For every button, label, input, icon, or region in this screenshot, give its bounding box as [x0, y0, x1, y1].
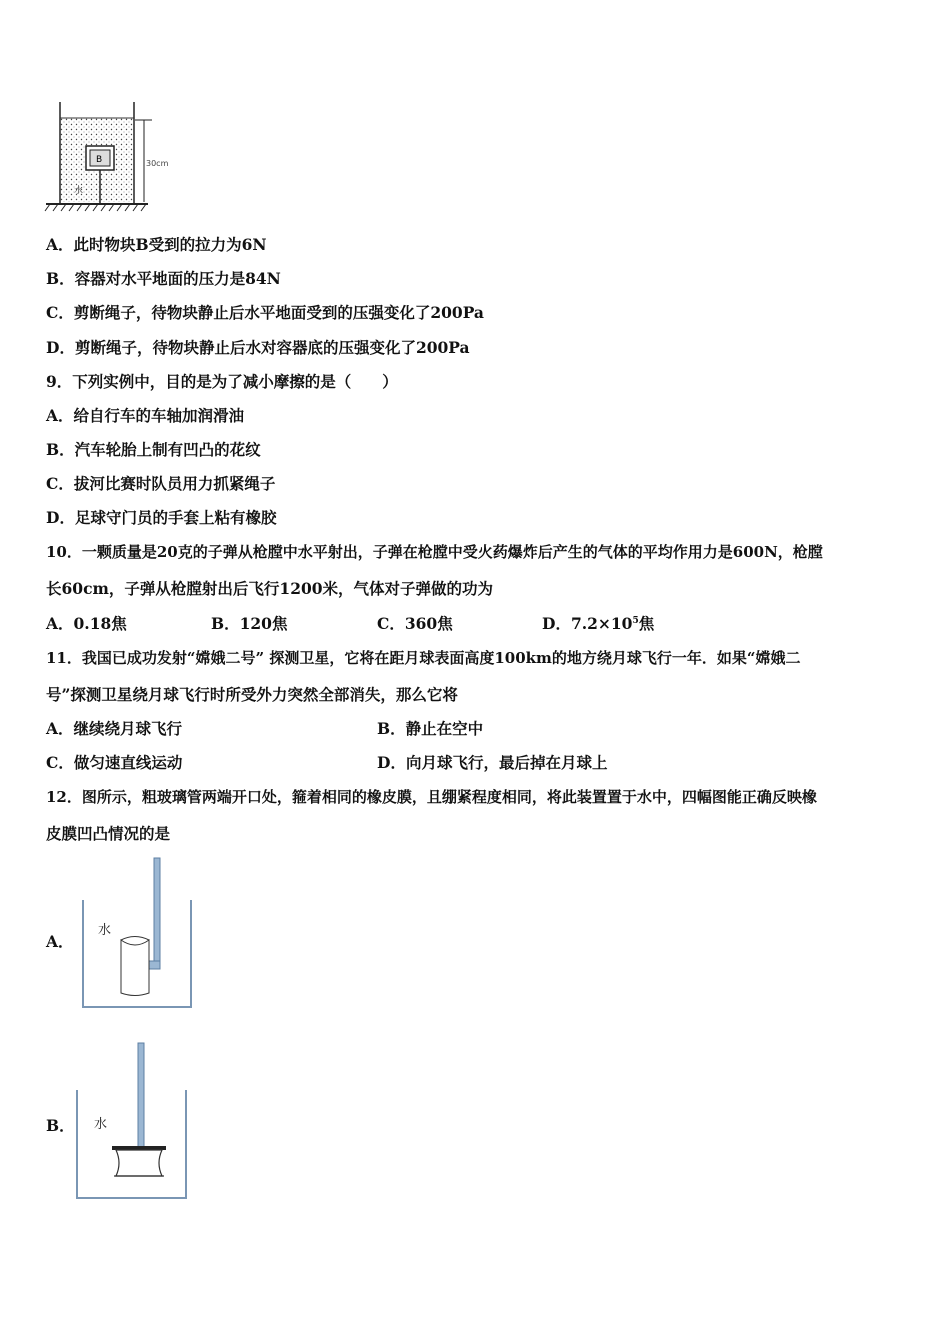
q12-figure-b-label: B． — [46, 1116, 75, 1135]
q10-stem-line2: 长60cm，子弹从枪膛射出后飞行1200米，气体对子弹做的功为 — [46, 579, 494, 598]
water-label-a: 水 — [98, 923, 112, 938]
water-label-b: 水 — [94, 1117, 108, 1132]
q10-option-d-prefix: D．7.2×10 — [542, 614, 633, 633]
q9-option-b: B．汽车轮胎上制有凹凸的花纹 — [46, 440, 261, 459]
q9-option-c: C．拔河比赛时队员用力抓紧绳子 — [46, 474, 276, 493]
q9-option-d: D．足球守门员的手套上粘有橡胶 — [46, 508, 277, 527]
container-block-figure — [40, 98, 190, 218]
q10-option-d-suffix: 焦 — [638, 614, 655, 633]
q10-option-d-exponent: 5 — [632, 615, 639, 626]
water-label: 水 — [74, 186, 84, 196]
q11-option-b: B．静止在空中 — [377, 719, 484, 738]
block-label: B — [96, 155, 103, 165]
q8-option-c: C．剪断绳子，待物块静止后水平地面受到的压强变化了200Pa — [46, 303, 484, 322]
q11-stem-line2: 号”探测卫星绕月球飞行时所受外力突然全部消失，那么它将 — [46, 685, 458, 704]
q11-stem-line1: 11．我国已成功发射“嫦娥二号” 探测卫星，它将在距月球表面高度100km的地方绕月球飞行一年．如果“嫦娥二 — [46, 649, 801, 667]
q10-option-c: C．360焦 — [377, 614, 453, 633]
q8-option-a: A．此时物块B受到的拉力为6N — [46, 235, 267, 254]
q9-option-a: A．给自行车的车轴加润滑油 — [46, 406, 245, 425]
q11-option-c: C．做匀速直线运动 — [46, 753, 183, 772]
q11-option-a: A．继续绕月球飞行 — [46, 719, 183, 738]
q8-option-d: D．剪断绳子，待物块静止后水对容器底的压强变化了200Pa — [46, 338, 470, 357]
height-label: 30cm — [146, 159, 169, 168]
q12-figure-a — [78, 855, 198, 1015]
q12-figure-a-label: A． — [46, 932, 74, 951]
q9-stem: 9．下列实例中，目的是为了减小摩擦的是（ ） — [46, 372, 398, 391]
q10-option-d — [542, 614, 654, 634]
q11-option-d: D．向月球飞行，最后掉在月球上 — [377, 753, 608, 772]
q8-option-b: B．容器对水平地面的压力是84N — [46, 269, 281, 288]
q12-stem-line1: 12．图所示，粗玻璃管两端开口处，箍着相同的橡皮膜，且绷紧程度相同，将此装置置于水中，四幅图能正确反映橡 — [46, 788, 817, 806]
q12-figure-b — [72, 1040, 192, 1205]
q10-option-a: A．0.18焦 — [46, 614, 127, 633]
q12-stem-line2: 皮膜凹凸情况的是 — [46, 824, 171, 843]
q10-option-b: B．120焦 — [211, 614, 288, 633]
q10-stem-line1: 10．一颗质量是20克的子弹从枪膛中水平射出，子弹在枪膛中受火药爆炸后产生的气体的平均作用力是600N，枪膛 — [46, 543, 823, 561]
